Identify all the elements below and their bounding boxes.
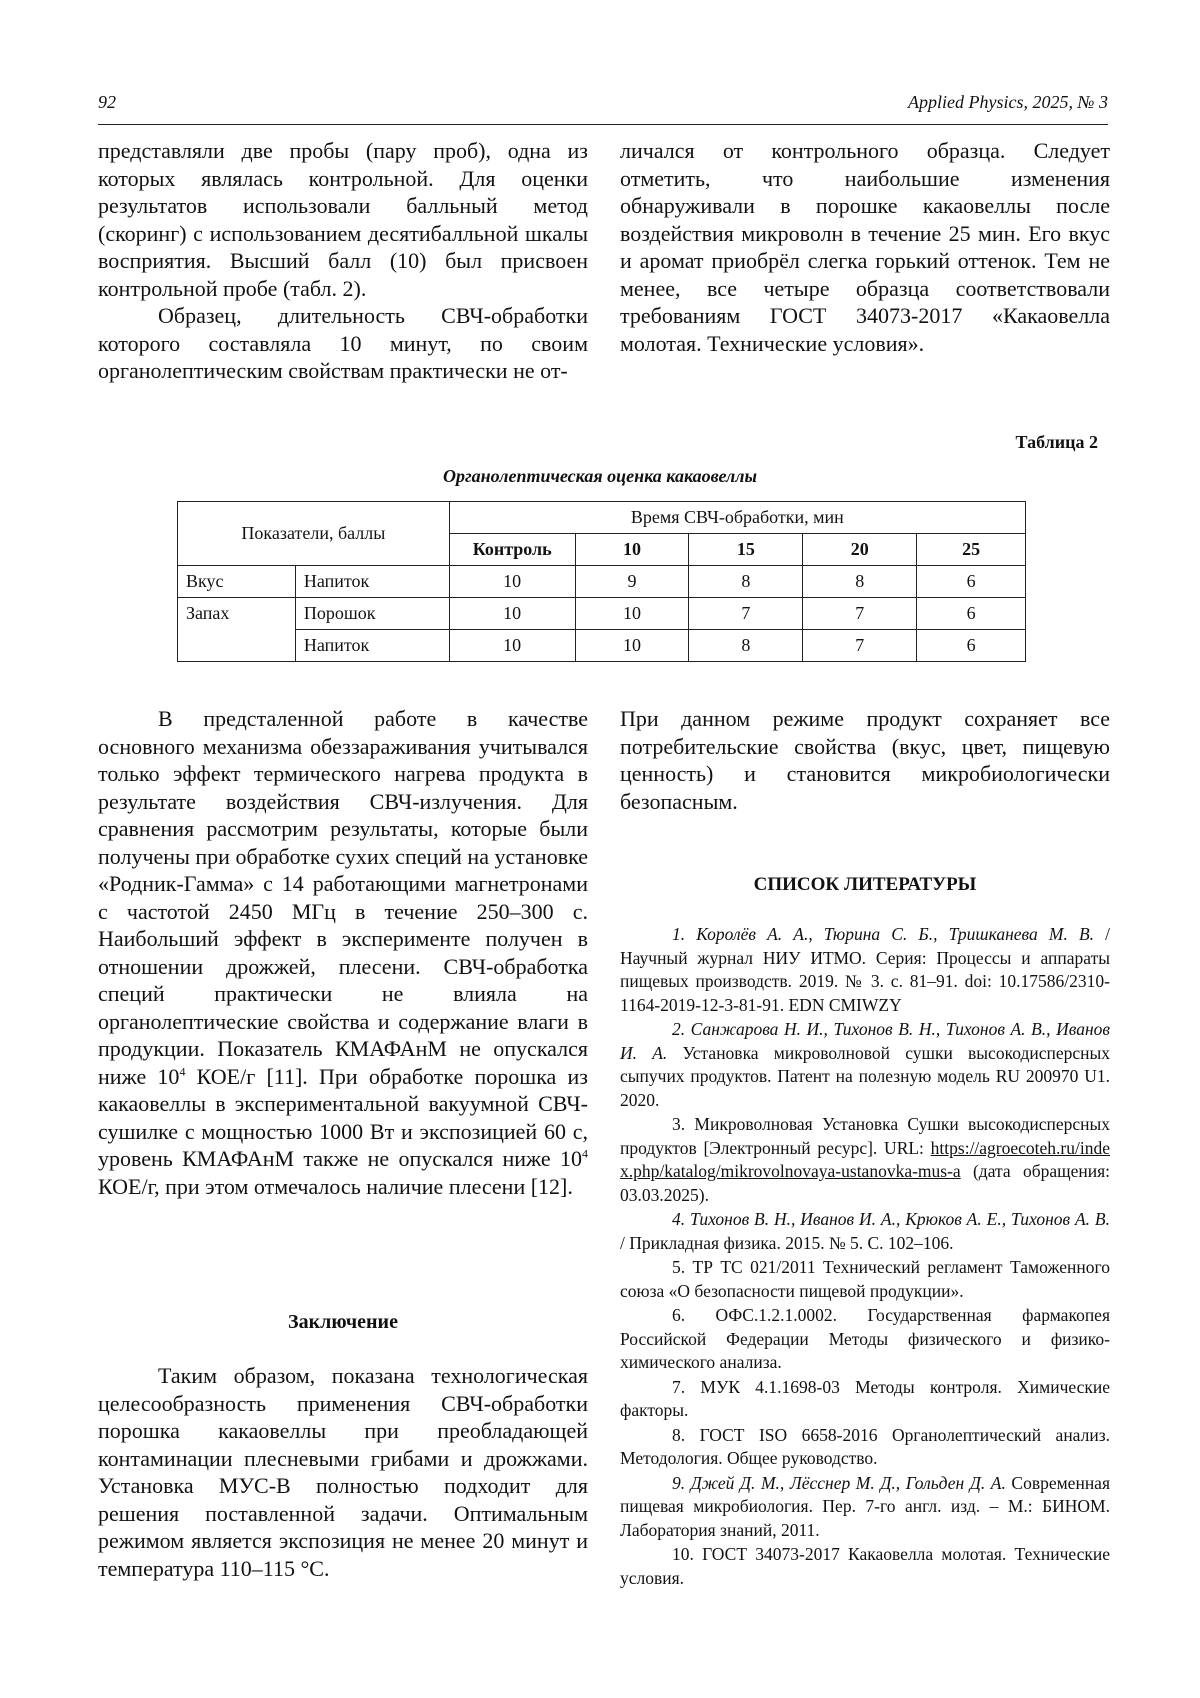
reference-item bbox=[620, 1472, 1110, 1543]
paragraph bbox=[98, 705, 588, 1200]
table-cell: 8 bbox=[689, 630, 803, 662]
column-header: 10 bbox=[575, 534, 689, 566]
column-header: 15 bbox=[689, 534, 803, 566]
row-group bbox=[178, 630, 296, 662]
table-number: Таблица 2 bbox=[1015, 432, 1098, 452]
reference-item bbox=[620, 1208, 1110, 1255]
reference-link[interactable]: https://agroecoteh.ru/index.php/katalog/mikrovolnovaya-ustanovka-mus-a bbox=[620, 1137, 1110, 1181]
reference-tail: (дата обращения: 03.03.2025). bbox=[620, 1161, 1110, 1205]
row-item: Напиток bbox=[295, 630, 449, 662]
table-cell: 6 bbox=[917, 598, 1026, 630]
reference-text: 3. Микроволновая Установка Сушки высокодисперсных продуктов [Электронный ресурс]. URL: bbox=[620, 1114, 1110, 1158]
reference-authors: 4. Тихонов В. Н., Иванов И. А., Крюков А. Е., Тихонов А. В. bbox=[672, 1209, 1110, 1229]
table-cell: 10 bbox=[449, 598, 575, 630]
reference-authors: 2. Санжарова Н. И., Тихонов В. Н., Тихонов А. В., Иванов И. А. bbox=[620, 1019, 1110, 1063]
table-cell: 10 bbox=[449, 630, 575, 662]
table-row bbox=[178, 566, 1026, 598]
conclusion-heading: Заключение bbox=[288, 1311, 398, 1333]
page-number: 92 bbox=[98, 92, 116, 112]
row-group: Вкус bbox=[178, 566, 296, 598]
row-group: Запах bbox=[178, 598, 296, 630]
bottom-right-column bbox=[620, 705, 1110, 815]
table-cell: 7 bbox=[803, 598, 917, 630]
table-row bbox=[178, 630, 1026, 662]
paragraph-part: В предсталенной работе в качестве основного механизма обеззараживания учитывался только эффект термического нагрева продукта в результате воздействия СВЧ-излучения. Для сравнения рассмотрим результаты, которые были получены при обработке сухих специй на установке «Родник-Гамма» с 14 работающими магнетронами с частотой 2450 МГц в течение 250–300 с. Наибольший эффект в эксперименте получен в отношении дрожжей, плесени. СВЧ-обработка специй практически не влияла на органолептические свойства и содержание влаги в продукции. Показатель КМАФАнМ не опускался ниже 10 bbox=[98, 706, 588, 1089]
reference-text: 10. ГОСТ 34073-2017 Какаовелла молотая. Технические условия. bbox=[620, 1544, 1110, 1588]
table-cell: 7 bbox=[689, 598, 803, 630]
paragraph-part: КОЕ/г, при этом отмечалось наличие плесени [12]. bbox=[98, 1173, 573, 1199]
reference-text: Установка микроволновой сушки высокодисперсных сыпучих продуктов. Патент на полезную модель RU 200970 U1. 2020. bbox=[620, 1042, 1110, 1110]
indicator-header: Показатели, баллы bbox=[178, 502, 450, 566]
superscript: 4 bbox=[582, 1146, 588, 1161]
table-cell: 10 bbox=[449, 566, 575, 598]
paragraph: личался от контрольного образца. Следует отметить, что наибольшие изменения обнаруживали в порошке какаовеллы после воздействия микроволн в течение 25 мин. Его вкус и аромат приобрёл слегка горький оттенок. Тем не менее, все четыре образца соответствовали требованиям ГОСТ 34073-2017 «Какаовелла молотая. Технические условия». bbox=[620, 138, 1110, 356]
reference-item bbox=[620, 1543, 1110, 1590]
reference-text: 7. МУК 4.1.1698-03 Методы контроля. Химические факторы. bbox=[620, 1376, 1110, 1420]
reference-text: / Прикладная физика. 2015. № 5. С. 102–106. bbox=[620, 1232, 954, 1253]
reference-item bbox=[620, 1424, 1110, 1471]
row-item: Порошок bbox=[295, 598, 449, 630]
reference-item bbox=[620, 1256, 1110, 1303]
references-heading: СПИСОК ЛИТЕРАТУРЫ bbox=[753, 874, 977, 895]
reference-authors: 1. Королёв А. А., Тюрина С. Б., Тришканева М. В. bbox=[672, 924, 1095, 944]
paragraph: представляли две пробы (пару проб), одна из которых являлась контрольной. Для оценки результатов использовали балльный метод (скоринг) с использованием десятибалльной шкалы восприятия. Высший балл (10) был присвоен контрольной пробе (табл. 2). bbox=[98, 138, 588, 301]
table-cell: 8 bbox=[803, 566, 917, 598]
column-header: 20 bbox=[803, 534, 917, 566]
table-cell: 9 bbox=[575, 566, 689, 598]
conclusion-column bbox=[98, 1362, 588, 1582]
reference-item bbox=[620, 1376, 1110, 1423]
table-cell: 8 bbox=[689, 566, 803, 598]
header-rule bbox=[98, 124, 1108, 125]
reference-text: / Научный журнал НИУ ИТМО. Серия: Процессы и аппараты пищевых производств. 2019. № 3. с. 81–91. doi: 10.17586/2310-1164-2019-12-3-81-91. EDN CMIWZY bbox=[620, 924, 1110, 1015]
table-header-row bbox=[178, 502, 1026, 534]
superscript: 4 bbox=[179, 1064, 186, 1079]
references-list bbox=[620, 923, 1110, 1591]
table-cell: 6 bbox=[917, 566, 1026, 598]
journal-name: Applied Physics, 2025, № 3 bbox=[908, 92, 1108, 112]
column-header: 25 bbox=[917, 534, 1026, 566]
row-item: Напиток bbox=[295, 566, 449, 598]
table-cell: 7 bbox=[803, 630, 917, 662]
paragraph: Таким образом, показана технологическая целесообразность применения СВЧ-обработки порошка какаовеллы при преобладающей контаминации плесневыми грибами и дрожжами. Установка МУС-В полностью подходит для решения поставленной задачи. Оптимальным режимом является экспозиция не менее 20 минут и температура 110–115 °С. bbox=[98, 1363, 588, 1581]
top-right-column bbox=[620, 137, 1110, 357]
reference-text: 5. ТР ТС 021/2011 Технический регламент Таможенного союза «О безопасности пищевой продукции». bbox=[620, 1257, 1110, 1301]
reference-item bbox=[620, 923, 1110, 1017]
reference-item bbox=[620, 1018, 1110, 1112]
table-cell: 10 bbox=[575, 598, 689, 630]
reference-authors: 9. Джей Д. М., Лёсснер М. Д., Гольден Д. А. bbox=[672, 1472, 1006, 1493]
table-cell: 6 bbox=[917, 630, 1026, 662]
paragraph: Образец, длительность СВЧ-обработки которого составляла 10 минут, по своим органолептическим свойствам практически не от- bbox=[98, 303, 588, 383]
reference-text: Современная пищевая микробиология. Пер. 7-го англ. изд. – М.: БИНОМ. Лаборатория знаний, 2011. bbox=[620, 1472, 1111, 1540]
reference-text: 8. ГОСТ ISO 6658-2016 Органолептический анализ. Методология. Общее руководство. bbox=[620, 1424, 1110, 1468]
top-left-column bbox=[98, 137, 588, 385]
reference-item bbox=[620, 1113, 1110, 1207]
table-cell: 10 bbox=[575, 630, 689, 662]
paragraph: При данном режиме продукт сохраняет все потребительские свойства (вкус, цвет, пищевую ценность) и становится микробиологически безопасным. bbox=[620, 706, 1110, 814]
reference-text: 6. ОФС.1.2.1.0002. Государственная фармакопея Российской Федерации Методы физического и физико-химического анализа. bbox=[620, 1305, 1110, 1372]
time-header: Время СВЧ-обработки, мин bbox=[449, 502, 1025, 534]
data-table bbox=[177, 501, 1026, 662]
table-title: Органолептическая оценка какаовеллы bbox=[443, 466, 757, 486]
reference-item bbox=[620, 1304, 1110, 1375]
column-header: Контроль bbox=[449, 534, 575, 566]
paragraph-part: КОЕ/г [11]. При обработке порошка из какаовеллы в экспериментальной вакуумной СВЧ-сушилке с мощностью 1000 Вт и экспозицией 60 с, уровень КМАФАнМ также не опускался ниже 10 bbox=[98, 1063, 588, 1171]
bottom-left-column bbox=[98, 705, 588, 1200]
table-row bbox=[178, 598, 1026, 630]
